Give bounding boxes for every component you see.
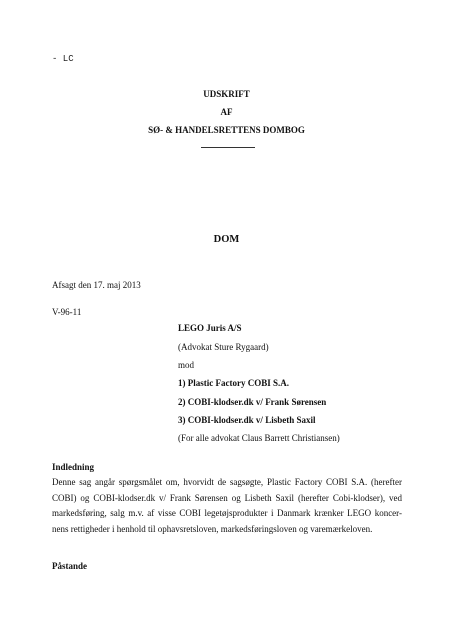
- claims-heading: Påstande: [52, 561, 88, 571]
- intro-line: Denne sag angår spørgsmålet om, hvorvidt de sagsøgte, Plastic Factory COBI S.A. (herefter: [52, 477, 402, 487]
- plaintiff-name: LEGO Juris A/S: [178, 323, 242, 333]
- case-number: V-96-11: [52, 307, 82, 317]
- defendant-3: 3) COBI-klodser.dk v/ Lisbeth Saxil: [178, 415, 316, 425]
- document-heading: DOM: [213, 234, 240, 245]
- title-line-3: SØ- & HANDELSRETTENS DOMBOG: [148, 125, 305, 135]
- intro-heading: Indledning: [52, 462, 95, 472]
- plaintiff-counsel: (Advokat Sture Rygaard): [178, 342, 269, 352]
- intro-line: COBI) og COBI-klodser.dk v/ Frank Sørensen og Lisbeth Saxil (herefter Cobi-klodser), ved: [52, 492, 402, 503]
- defendants-counsel: (For alle advokat Claus Barrett Christiansen): [178, 433, 340, 443]
- intro-line: nens rettigheder i henhold til ophavsretsloven, markedsføringsloven og varemærkeloven.: [52, 523, 373, 534]
- defendant-1: 1) Plastic Factory COBI S.A.: [178, 378, 289, 388]
- defendant-2: 2) COBI-klodser.dk v/ Frank Sørensen: [178, 397, 327, 407]
- title-line-1: UDSKRIFT: [203, 89, 250, 99]
- decision-date: Afsagt den 17. maj 2013: [52, 280, 141, 290]
- title-line-2: AF: [220, 107, 233, 117]
- versus-label: mod: [178, 360, 195, 370]
- intro-line: markedsføring, salg m.v. af visse COBI legetøjsprodukter i Danmark krænker LEGO koncer-: [52, 508, 402, 518]
- header-initials: - LC: [52, 54, 74, 64]
- title-divider: [201, 147, 255, 148]
- intro-paragraph: [52, 475, 402, 537]
